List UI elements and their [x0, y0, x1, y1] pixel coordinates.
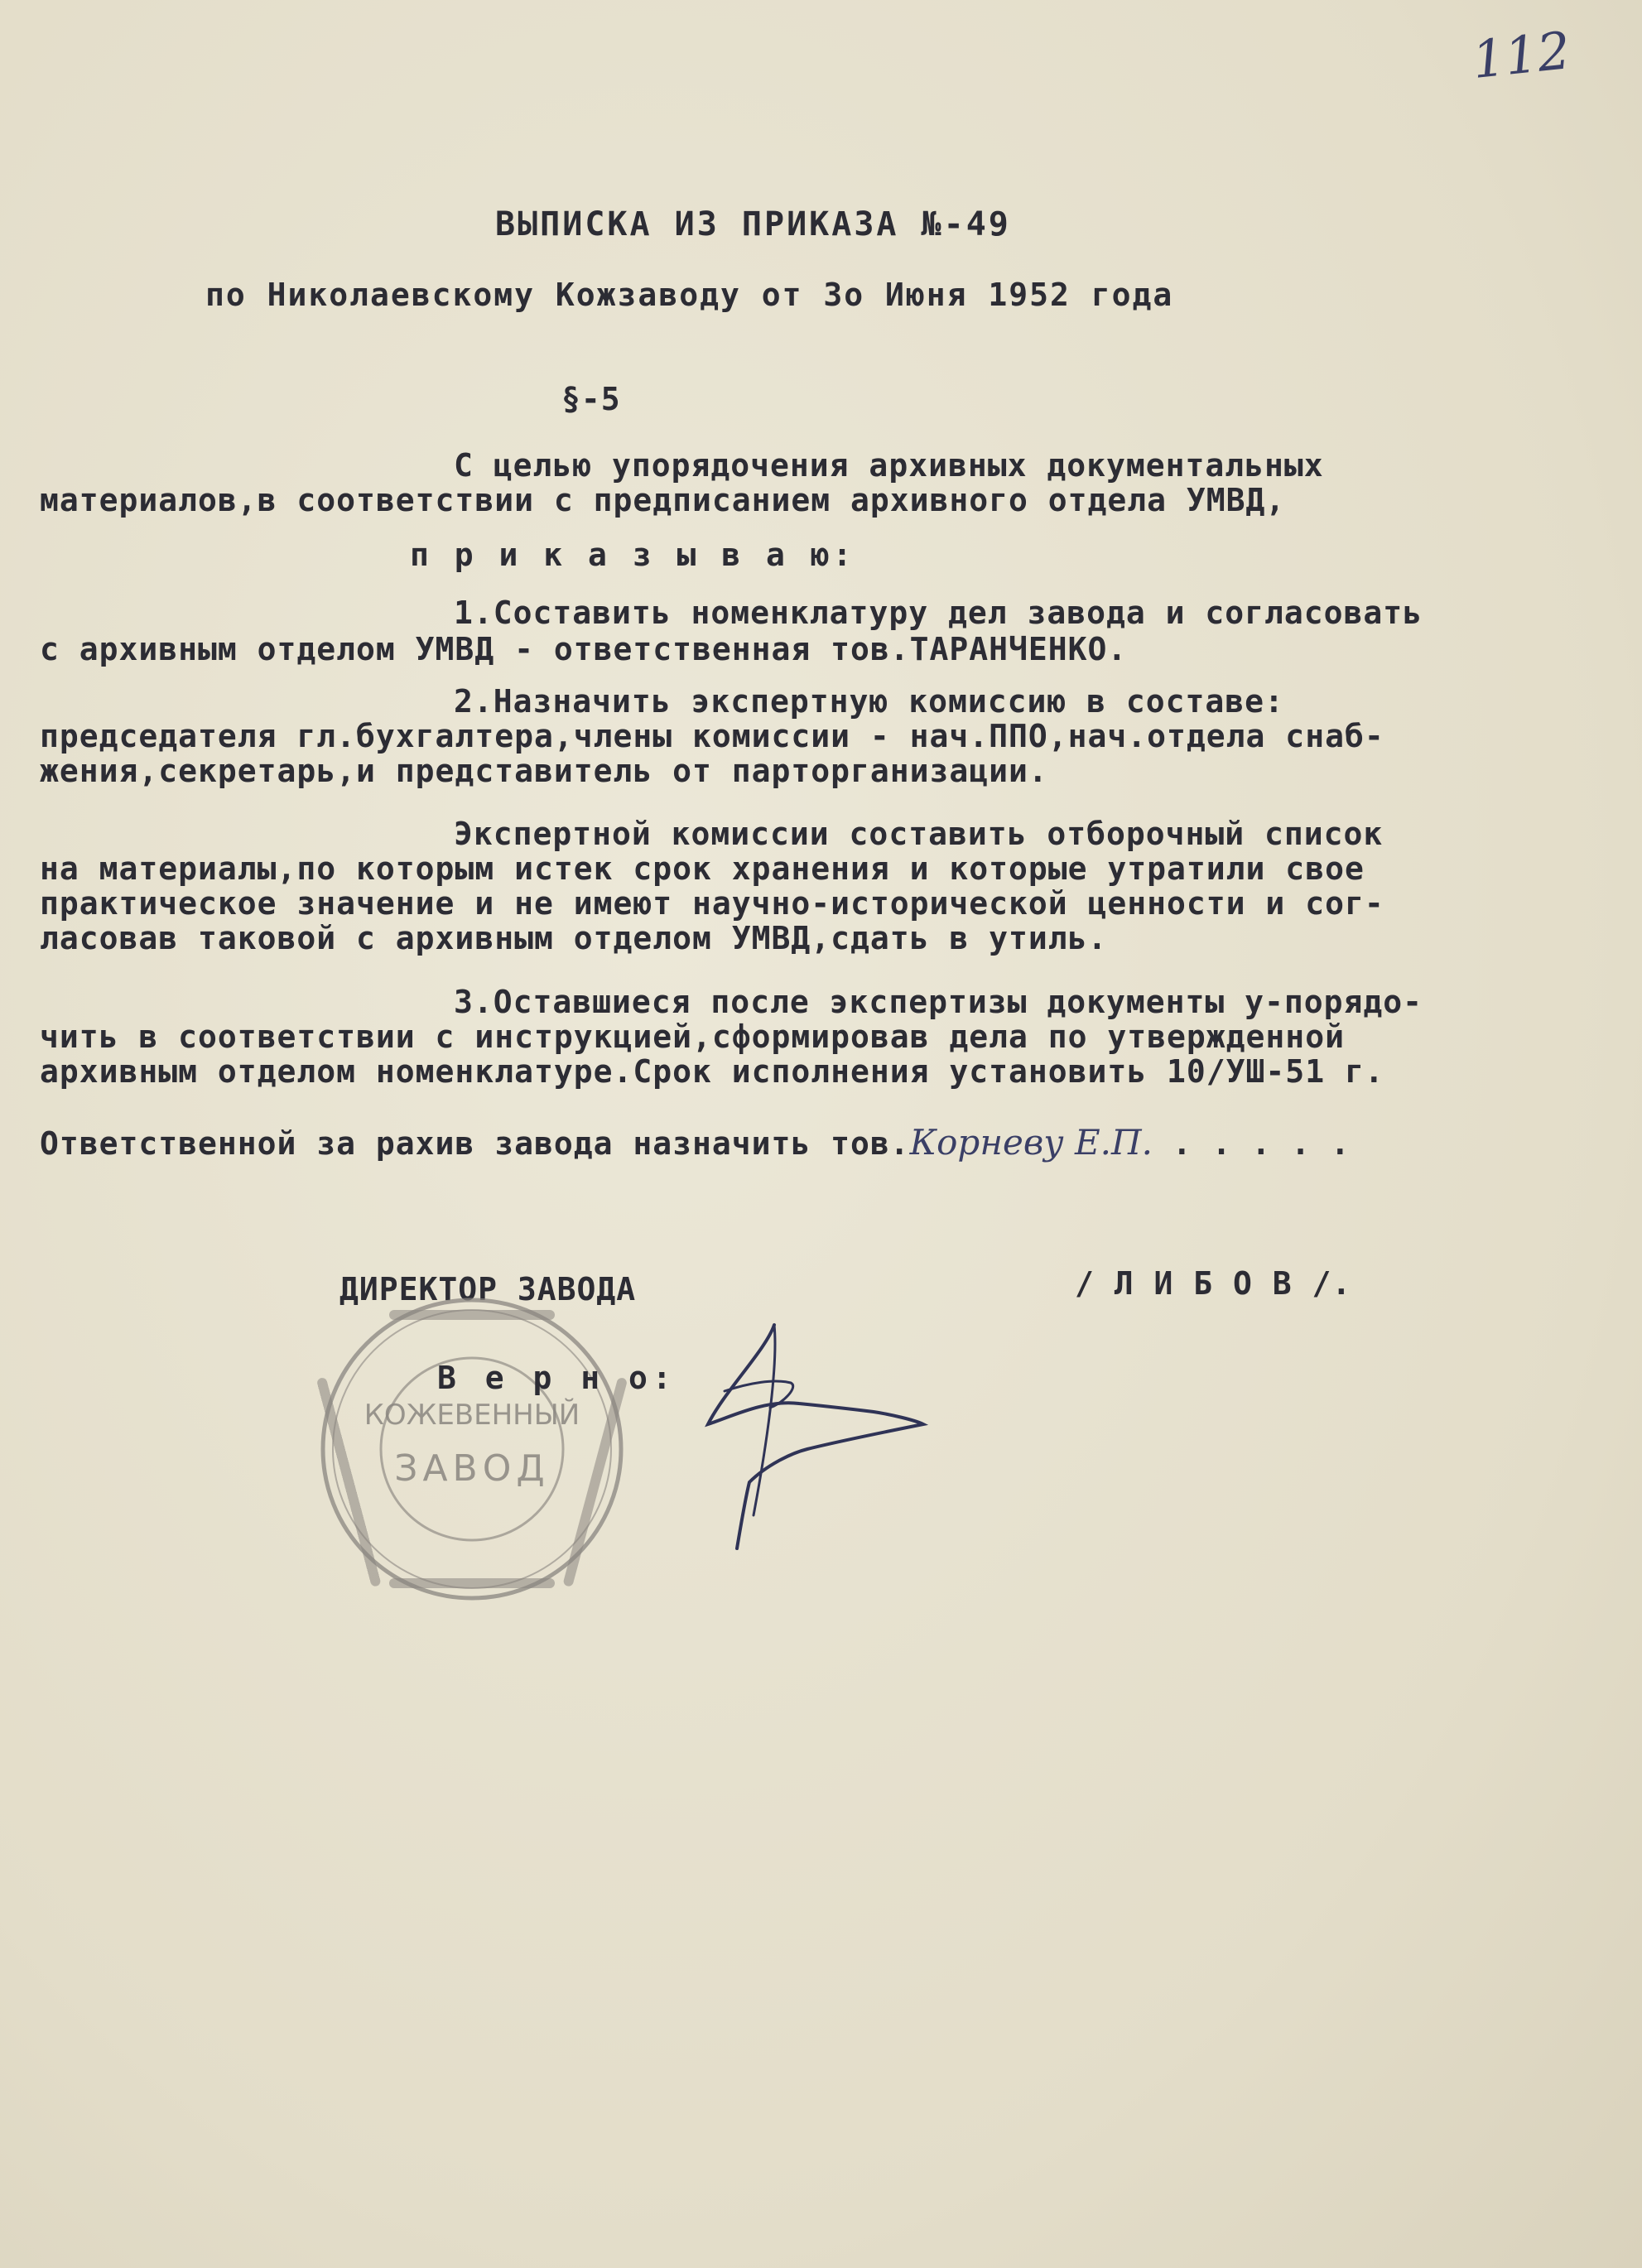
body-line: 2.Назначить экспертную комиссию в составе:: [454, 683, 1284, 720]
director-label: ДИРЕКТОР ЗАВОДА: [339, 1271, 637, 1307]
responsible-prefix: Ответственной за рахив завода назначить тов.: [40, 1125, 910, 1162]
body-line: ласовав таковой с архивным отделом УМВД,сдать в утиль.: [40, 920, 1108, 956]
seal-text-bottom: ЗАВОД: [394, 1447, 550, 1490]
body-line: Экспертной комиссии составить отборочный список: [454, 816, 1384, 852]
paragraph-mark: §-5: [561, 381, 621, 417]
certified-label: В е р н о:: [437, 1360, 677, 1396]
body-line: председателя гл.бухгалтера,члены комиссии - нач.ППО,нач.отдела снаб-: [40, 718, 1384, 754]
body-line: 3.Оставшиеся после экспертизы документы у-порядо-: [454, 984, 1423, 1020]
document-subtitle: по Николаевскому Кожзаводу от 3о Июня 1952 года: [205, 277, 1174, 313]
body-line: жения,секретарь,и представитель от парторганизации.: [40, 753, 1048, 789]
responsible-line: [40, 1122, 1351, 1163]
body-line: на материалы,по которым истек срок хранения и которые утратили свое: [40, 850, 1365, 887]
body-line: практическое значение и не имеют научно-исторической ценности и сог-: [40, 885, 1384, 922]
director-name: / Л И Б О В /.: [1075, 1265, 1352, 1302]
responsible-suffix: . . . . .: [1152, 1125, 1351, 1162]
page-number: 112: [1469, 20, 1573, 90]
body-line: С целью упорядочения архивных документальных: [454, 447, 1324, 484]
body-line: архивным отделом номенклатуре.Срок исполнения установить 10/УШ-51 г.: [40, 1053, 1384, 1090]
document-title: ВЫПИСКА ИЗ ПРИКАЗА №-49: [495, 205, 1011, 243]
seal-text-top: КОЖЕВЕННЫЙ: [364, 1399, 580, 1432]
responsible-name-handwritten: Корневу Е.П.: [909, 1122, 1153, 1163]
body-line: с архивным отделом УМВД - ответственная тов.ТАРАНЧЕНКО.: [40, 631, 1128, 667]
body-line: чить в соответствии с инструкцией,сформировав дела по утвержденной: [40, 1018, 1345, 1055]
order-word: п р и к а з ы в а ю:: [410, 537, 855, 573]
body-line: 1.Составить номенклатуру дел завода и согласовать: [454, 595, 1423, 631]
signature: [675, 1300, 940, 1565]
body-line: материалов,в соответствии с предписанием архивного отдела УМВД,: [40, 482, 1286, 518]
seal-stamp: [315, 1292, 629, 1606]
